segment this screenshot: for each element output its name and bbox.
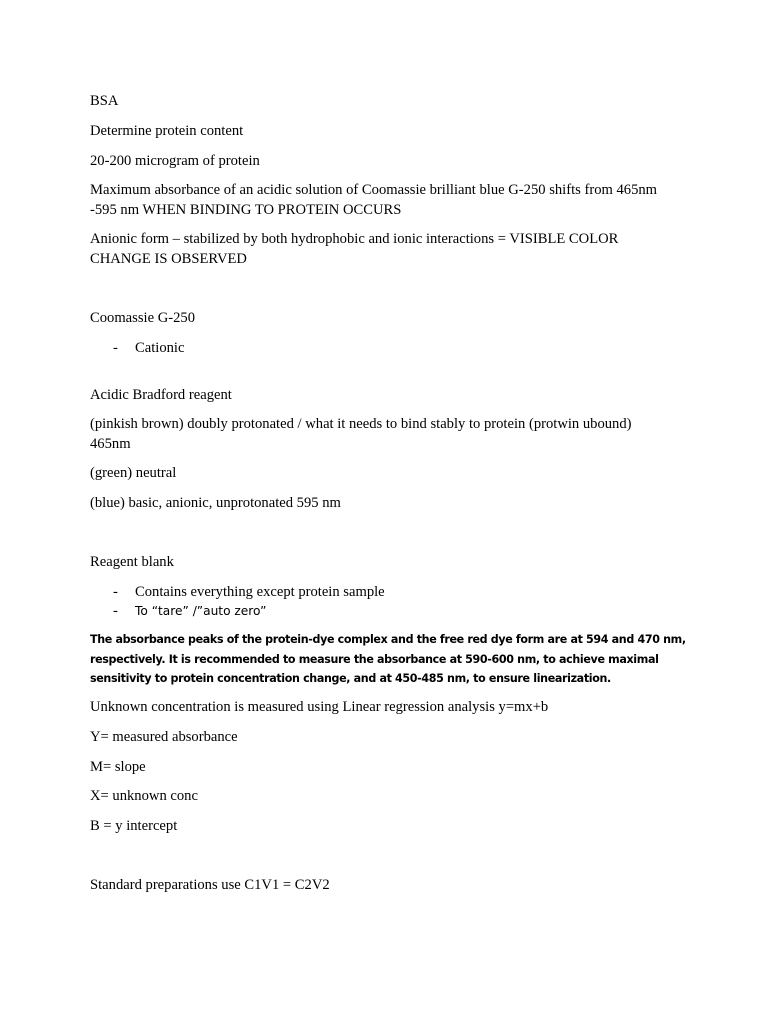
text-blue-basic: (blue) basic, anionic, unprotonated 595 nm: [90, 495, 341, 511]
text-standard-preparations: Standard preparations use C1V1 = C2V2: [90, 877, 330, 893]
list-item-tare-auto-zero: To “tare” /”auto zero”: [135, 604, 267, 618]
bullet-dash: -: [113, 603, 118, 619]
heading-reagent-blank: Reagent blank: [90, 554, 174, 570]
text-pinkish-line-1: (pinkish brown) doubly protonated / what it needs to bind stably to protein (protwin ubound): [90, 416, 632, 432]
text-determine-protein: Determine protein content: [90, 123, 244, 139]
list-item-cationic: Cationic: [135, 340, 185, 356]
text-unknown-concentration: Unknown concentration is measured using Linear regression analysis y=mx+b: [90, 699, 549, 715]
heading-coomassie: Coomassie G-250: [90, 310, 195, 326]
text-anionic-line-1: Anionic form – stabilized by both hydrophobic and ionic interactions = VISIBLE COLOR: [90, 231, 619, 247]
text-m-definition: M= slope: [90, 759, 146, 775]
text-max-absorbance-line-1: Maximum absorbance of an acidic solution of Coomassie brilliant blue G-250 shifts from 465nm: [90, 182, 658, 198]
text-b-definition: B = y intercept: [90, 818, 178, 834]
heading-acidic-bradford: Acidic Bradford reagent: [90, 387, 232, 403]
note-absorbance-peaks-line-1: The absorbance peaks of the protein-dye complex and the free red dye form are at 594 and 470 nm,: [90, 633, 686, 646]
bullet-dash: -: [113, 340, 118, 356]
note-absorbance-peaks-line-3: sensitivity to protein concentration change, and at 450-485 nm, to ensure linearization.: [90, 672, 611, 685]
text-microgram-range: 20-200 microgram of protein: [90, 153, 260, 169]
text-green-neutral: (green) neutral: [90, 465, 177, 481]
list-item-contains-everything: Contains everything except protein sample: [135, 584, 385, 600]
note-absorbance-peaks-line-2: respectively. It is recommended to measure the absorbance at 590-600 nm, to achieve maximal: [90, 653, 659, 666]
bullet-dash: -: [113, 584, 118, 600]
text-pinkish-line-2: 465nm: [90, 436, 131, 452]
text-max-absorbance-line-2: -595 nm WHEN BINDING TO PROTEIN OCCURS: [90, 202, 402, 218]
text-x-definition: X= unknown conc: [90, 788, 198, 804]
heading-bsa: BSA: [90, 93, 119, 109]
text-y-definition: Y= measured absorbance: [90, 729, 238, 745]
text-anionic-line-2: CHANGE IS OBSERVED: [90, 251, 247, 267]
